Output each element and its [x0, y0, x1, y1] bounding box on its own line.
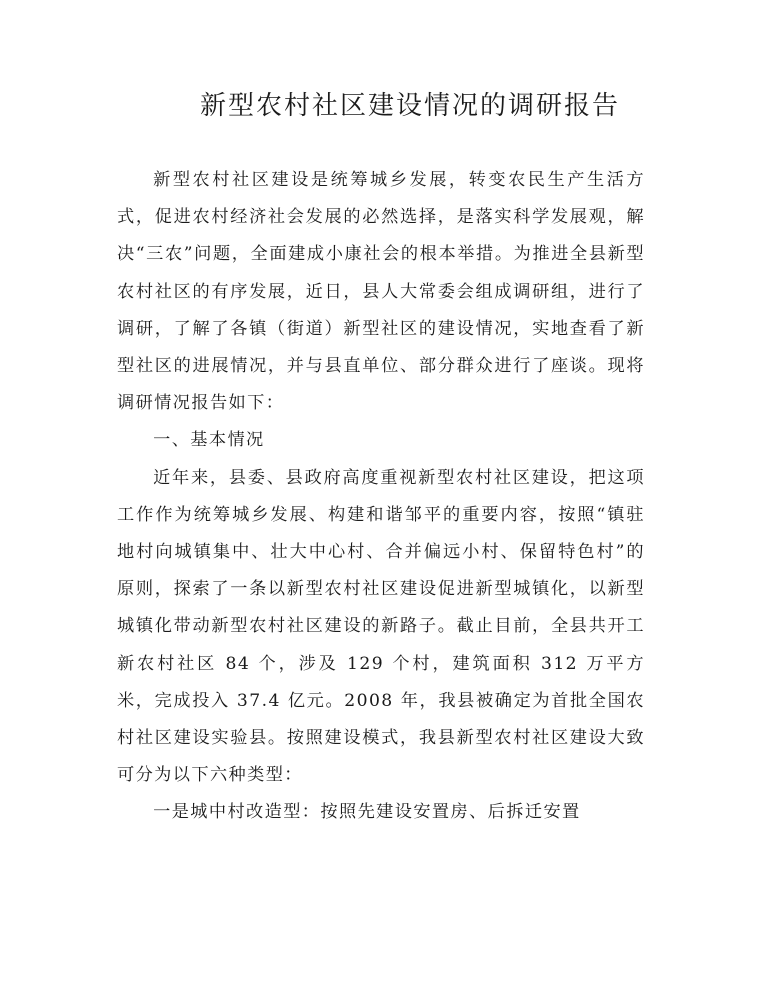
paragraph-basic-situation: 近年来，县委、县政府高度重视新型农村社区建设，把这项工作作为统筹城乡发展、构建和谐邹平的重要内容，按照“镇驻地村向城镇集中、壮大中心村、合并偏远小村、保留特色村”的原则，探索了一条以新型农村社区建设促进新型城镇化，以新型城镇化带动新型农村社区建设的新路子。截止目前，全县共开工新农村社区 84 个，涉及 129 个村，建筑面积 312 万平方米，完成投入 37.4 亿元。2008 年，我县被确定为首批全国农村社区建设实验县。按照建设模式，我县新型农村社区建设大致可分为以下六种类型： [117, 467, 645, 786]
section-heading-basic-situation: 一、基本情况 [153, 430, 265, 451]
document-body [117, 162, 645, 832]
paragraph-intro: 新型农村社区建设是统筹城乡发展，转变农民生产生活方式，促进农村经济社会发展的必然选择，是落实科学发展观，解决“三农”问题，全面建成小康社会的根本举措。为推进全县新型农村社区的有序发展，近日，县人大常委会组成调研组，进行了调研，了解了各镇（街道）新型社区的建设情况，实地查看了新型社区的进展情况，并与县直单位、部分群众进行了座谈。现将调研情况报告如下： [117, 170, 645, 414]
paragraph-type-one: 一是城中村改造型：按照先建设安置房、后拆迁安置 [153, 802, 581, 823]
document-title: 新型农村社区建设情况的调研报告 [199, 91, 620, 121]
